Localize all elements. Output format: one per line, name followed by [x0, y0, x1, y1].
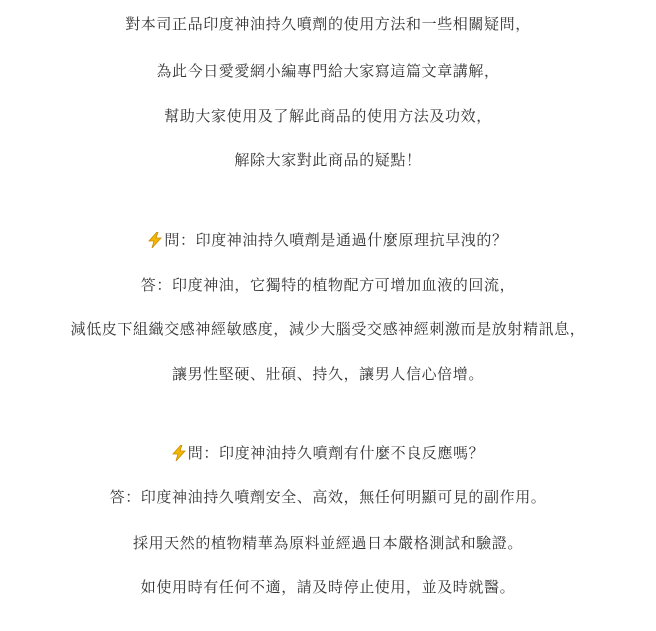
intro-line-2: 為此今日愛愛網小編專門給大家寫這篇文章講解，	[156, 62, 500, 80]
faq-answer-2-line-1: 答：印度神油持久噴劑安全、高效，無任何明顯可見的副作用。	[109, 488, 547, 506]
faq-question-2-text: 問：印度神油持久噴劑有什麼不良反應嗎？	[187, 444, 485, 462]
faq-answer-1-line-3: 讓男性堅硬、壯碩、持久，讓男人信心倍增。	[171, 365, 484, 383]
faq-answer-1-line-1: 答：印度神油，它獨特的植物配方可增加血液的回流，	[140, 276, 516, 294]
intro-line-3: 幫助大家使用及了解此商品的使用方法及功效，	[164, 107, 492, 125]
faq-answer-2-line-3: 如使用時有任何不適，請及時停止使用，並及時就醫。	[140, 578, 516, 596]
intro-line-4: 解除大家對此商品的疑點！	[234, 151, 422, 169]
lightning-icon	[172, 445, 186, 461]
faq-question-2	[0, 443, 656, 463]
faq-answer-1-line-2: 減低皮下組織交感神經敏感度，減少大腦受交感神經刺激而是放射精訊息，	[70, 320, 586, 338]
intro-line-1: 對本司正品印度神油持久噴劑的使用方法和一些相關疑問，	[125, 15, 531, 33]
lightning-icon	[148, 232, 162, 248]
faq-question-1	[0, 230, 656, 250]
faq-question-1-text: 問：印度神油持久噴劑是通過什麼原理抗早洩的？	[164, 231, 508, 249]
faq-answer-2-line-2: 採用天然的植物精華為原料並經過日本嚴格測試和驗證。	[132, 534, 523, 552]
